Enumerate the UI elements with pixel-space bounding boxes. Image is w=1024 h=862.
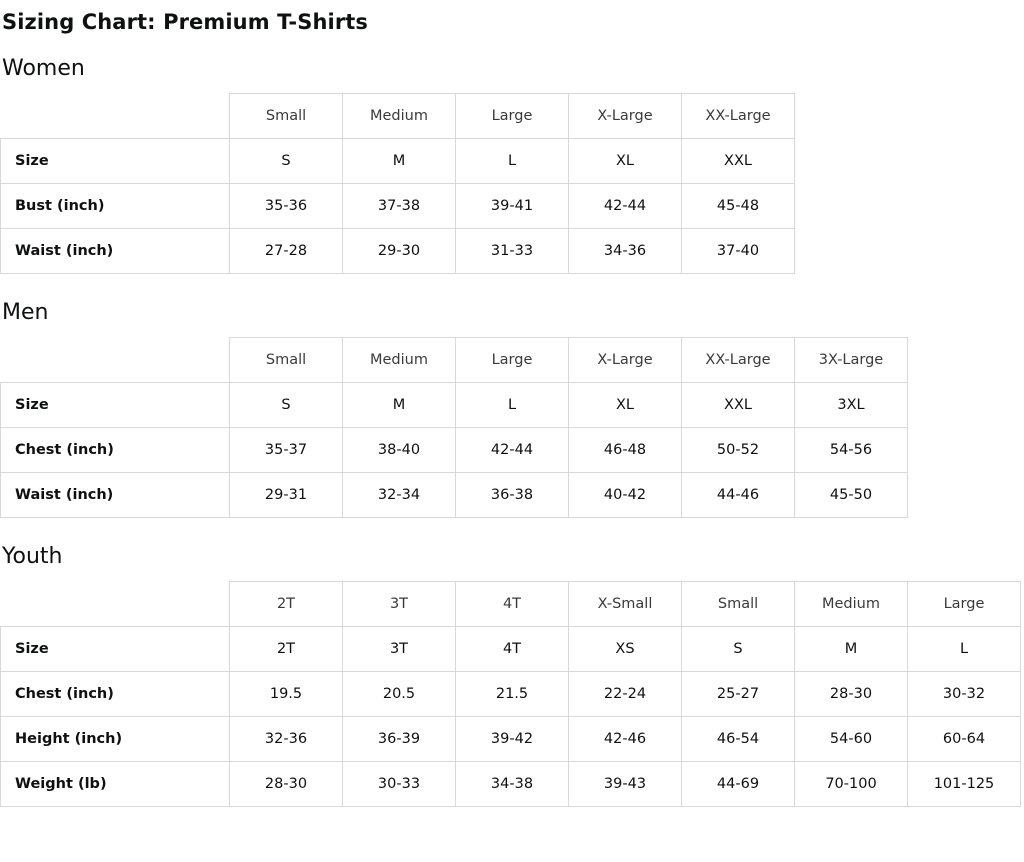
table-header-row xyxy=(1,338,908,383)
section-title-youth: Youth xyxy=(2,544,63,569)
column-header: Medium xyxy=(343,338,456,383)
table-cell: 45-50 xyxy=(795,473,908,518)
table-cell: 39-41 xyxy=(456,184,569,229)
row-label: Size xyxy=(1,383,230,428)
column-header: Small xyxy=(230,94,343,139)
column-header: X-Small xyxy=(569,582,682,627)
table-cell: 42-46 xyxy=(569,717,682,762)
column-header: Large xyxy=(908,582,1021,627)
table-cell: 44-46 xyxy=(682,473,795,518)
row-label: Height (inch) xyxy=(1,717,230,762)
table-cell: S xyxy=(230,139,343,184)
table-cell: 37-40 xyxy=(682,229,795,274)
table-cell: 34-36 xyxy=(569,229,682,274)
table-cell: 29-30 xyxy=(343,229,456,274)
table-cell: 36-38 xyxy=(456,473,569,518)
table-cell: L xyxy=(908,627,1021,672)
table-cell: XS xyxy=(569,627,682,672)
table-cell: 101-125 xyxy=(908,762,1021,807)
table-cell: 54-60 xyxy=(795,717,908,762)
table-cell: 70-100 xyxy=(795,762,908,807)
row-label: Size xyxy=(1,139,230,184)
table-cell: 20.5 xyxy=(343,672,456,717)
table-cell: 30-32 xyxy=(908,672,1021,717)
column-header: Small xyxy=(682,582,795,627)
table-corner-cell xyxy=(1,94,230,139)
table-cell: L xyxy=(456,139,569,184)
table-cell: 27-28 xyxy=(230,229,343,274)
table-cell: XXL xyxy=(682,383,795,428)
table-cell: L xyxy=(456,383,569,428)
table-cell: 2T xyxy=(230,627,343,672)
table-cell: 38-40 xyxy=(343,428,456,473)
column-header: 3T xyxy=(343,582,456,627)
table-cell: 46-54 xyxy=(682,717,795,762)
table-cell: M xyxy=(795,627,908,672)
table-cell: 22-24 xyxy=(569,672,682,717)
table-cell: 3T xyxy=(343,627,456,672)
table-cell: 19.5 xyxy=(230,672,343,717)
column-header: 4T xyxy=(456,582,569,627)
section-title-women: Women xyxy=(2,56,85,81)
table-cell: 42-44 xyxy=(569,184,682,229)
table-cell: 46-48 xyxy=(569,428,682,473)
table-cell: 34-38 xyxy=(456,762,569,807)
table-cell: S xyxy=(230,383,343,428)
table-cell: 35-37 xyxy=(230,428,343,473)
size-table-women xyxy=(0,93,795,274)
table-cell: XXL xyxy=(682,139,795,184)
table-cell: 39-42 xyxy=(456,717,569,762)
table-cell: 32-34 xyxy=(343,473,456,518)
column-header: Medium xyxy=(795,582,908,627)
table-row xyxy=(1,184,795,229)
table-cell: 45-48 xyxy=(682,184,795,229)
table-cell: 29-31 xyxy=(230,473,343,518)
table-cell: 42-44 xyxy=(456,428,569,473)
row-label: Chest (inch) xyxy=(1,672,230,717)
row-label: Waist (inch) xyxy=(1,229,230,274)
page-title: Sizing Chart: Premium T-Shirts xyxy=(2,10,369,34)
column-header: Medium xyxy=(343,94,456,139)
table-cell: 37-38 xyxy=(343,184,456,229)
column-header: 3X-Large xyxy=(795,338,908,383)
table-cell: 3XL xyxy=(795,383,908,428)
column-header: XX-Large xyxy=(682,94,795,139)
table-cell: 28-30 xyxy=(795,672,908,717)
table-row xyxy=(1,428,908,473)
table-cell: S xyxy=(682,627,795,672)
row-label: Chest (inch) xyxy=(1,428,230,473)
column-header: XX-Large xyxy=(682,338,795,383)
table-cell: 54-56 xyxy=(795,428,908,473)
table-row xyxy=(1,473,908,518)
table-cell: 39-43 xyxy=(569,762,682,807)
table-cell: M xyxy=(343,383,456,428)
section-youth xyxy=(0,544,1024,807)
table-header-row xyxy=(1,94,795,139)
table-row xyxy=(1,627,1021,672)
table-cell: M xyxy=(343,139,456,184)
table-corner-cell xyxy=(1,338,230,383)
table-cell: XL xyxy=(569,139,682,184)
table-header-row xyxy=(1,582,1021,627)
table-cell: 50-52 xyxy=(682,428,795,473)
row-label: Bust (inch) xyxy=(1,184,230,229)
table-cell: 4T xyxy=(456,627,569,672)
table-row xyxy=(1,762,1021,807)
table-cell: 31-33 xyxy=(456,229,569,274)
column-header: X-Large xyxy=(569,338,682,383)
size-table-men xyxy=(0,337,908,518)
table-cell: 40-42 xyxy=(569,473,682,518)
table-cell: 21.5 xyxy=(456,672,569,717)
section-men xyxy=(0,300,1024,518)
table-row xyxy=(1,717,1021,762)
table-row xyxy=(1,672,1021,717)
row-label: Weight (lb) xyxy=(1,762,230,807)
table-cell: 28-30 xyxy=(230,762,343,807)
table-cell: 44-69 xyxy=(682,762,795,807)
table-cell: 32-36 xyxy=(230,717,343,762)
column-header: Large xyxy=(456,338,569,383)
section-title-men: Men xyxy=(2,300,49,325)
column-header: Small xyxy=(230,338,343,383)
column-header: Large xyxy=(456,94,569,139)
row-label: Waist (inch) xyxy=(1,473,230,518)
table-row xyxy=(1,139,795,184)
table-cell: 60-64 xyxy=(908,717,1021,762)
column-header: X-Large xyxy=(569,94,682,139)
table-row xyxy=(1,229,795,274)
size-table-youth xyxy=(0,581,1021,807)
row-label: Size xyxy=(1,627,230,672)
table-cell: 36-39 xyxy=(343,717,456,762)
column-header: 2T xyxy=(230,582,343,627)
table-corner-cell xyxy=(1,582,230,627)
table-cell: XL xyxy=(569,383,682,428)
table-cell: 25-27 xyxy=(682,672,795,717)
table-cell: 35-36 xyxy=(230,184,343,229)
table-cell: 30-33 xyxy=(343,762,456,807)
table-row xyxy=(1,383,908,428)
section-women xyxy=(0,56,1024,274)
